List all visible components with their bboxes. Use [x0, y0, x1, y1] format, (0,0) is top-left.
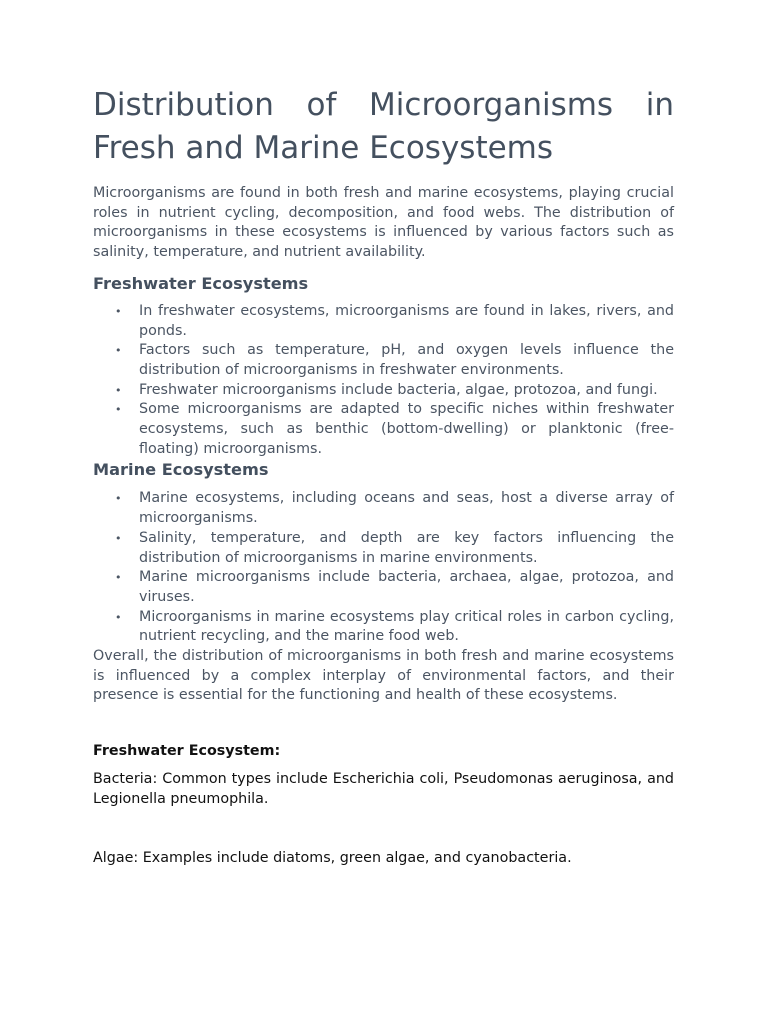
list-item-text: In freshwater ecosystems, microorganisms are found in lakes, rivers, and ponds. — [139, 302, 674, 339]
list-item — [115, 489, 674, 528]
bullet-icon: • — [115, 610, 122, 624]
bullet-icon: • — [115, 492, 122, 506]
freshwater-examples-heading: Freshwater Ecosystem: — [93, 743, 281, 760]
page-title: Distribution of Microorganisms in Fresh and Marine Ecosystems — [93, 87, 674, 166]
bullet-icon: • — [115, 383, 122, 397]
algae-paragraph: Algae: Examples include diatoms, green algae, and cyanobacteria. — [93, 849, 572, 866]
list-item-text: Marine ecosystems, including oceans and seas, host a diverse array of microorganisms. — [139, 490, 674, 527]
bullet-icon: • — [115, 571, 122, 585]
list-item-text: Some microorganisms are adapted to specific niches within freshwater ecosystems, such as benthic (bottom-dwelling) or planktonic (free-floating) microorganisms. — [139, 401, 674, 457]
list-item — [115, 608, 674, 647]
list-item — [115, 568, 674, 607]
list-item-text: Marine microorganisms include bacteria, archaea, algae, protozoa, and viruses. — [139, 569, 674, 605]
freshwater-list — [93, 302, 674, 460]
list-item-text: Microorganisms in marine ecosystems play critical roles in carbon cycling, nutrient recycling, and the marine food web. — [139, 608, 674, 645]
list-item — [115, 381, 674, 401]
bullet-icon: • — [115, 304, 122, 318]
freshwater-examples-section — [93, 741, 674, 868]
conclusion-paragraph: Overall, the distribution of microorganisms in both fresh and marine ecosystems is influenced by a complex interplay of environmental factors, and their presence is essential for the functioning and health of these ecosystems. — [93, 648, 674, 704]
bullet-icon: • — [115, 531, 122, 545]
freshwater-heading: Freshwater Ecosystems — [93, 273, 309, 293]
bullet-icon: • — [115, 403, 122, 417]
list-item-text: Freshwater microorganisms include bacteria, algae, protozoa, and fungi. — [139, 381, 658, 398]
list-item — [115, 341, 674, 380]
list-item — [115, 529, 674, 568]
marine-list — [93, 489, 674, 647]
bullet-icon: • — [115, 344, 122, 358]
marine-heading: Marine Ecosystems — [93, 460, 269, 480]
intro-paragraph: Microorganisms are found in both fresh and marine ecosystems, playing crucial roles in nutrient cycling, decomposition, and food webs. The distribution of microorganisms in these ecosystems is influenced by various factors such as salinity, temperature, and nutrient availability. — [93, 185, 674, 261]
list-item — [115, 400, 674, 459]
list-item-text: Factors such as temperature, pH, and oxygen levels influence the distribution of microorganisms in freshwater environments. — [139, 342, 674, 378]
list-item-text: Salinity, temperature, and depth are key factors influencing the distribution of microorganisms in marine environments. — [139, 529, 674, 566]
list-item — [115, 302, 674, 341]
bacteria-paragraph: Bacteria: Common types include Escherichia coli, Pseudomonas aeruginosa, and Legionella pneumophila. — [93, 771, 674, 807]
